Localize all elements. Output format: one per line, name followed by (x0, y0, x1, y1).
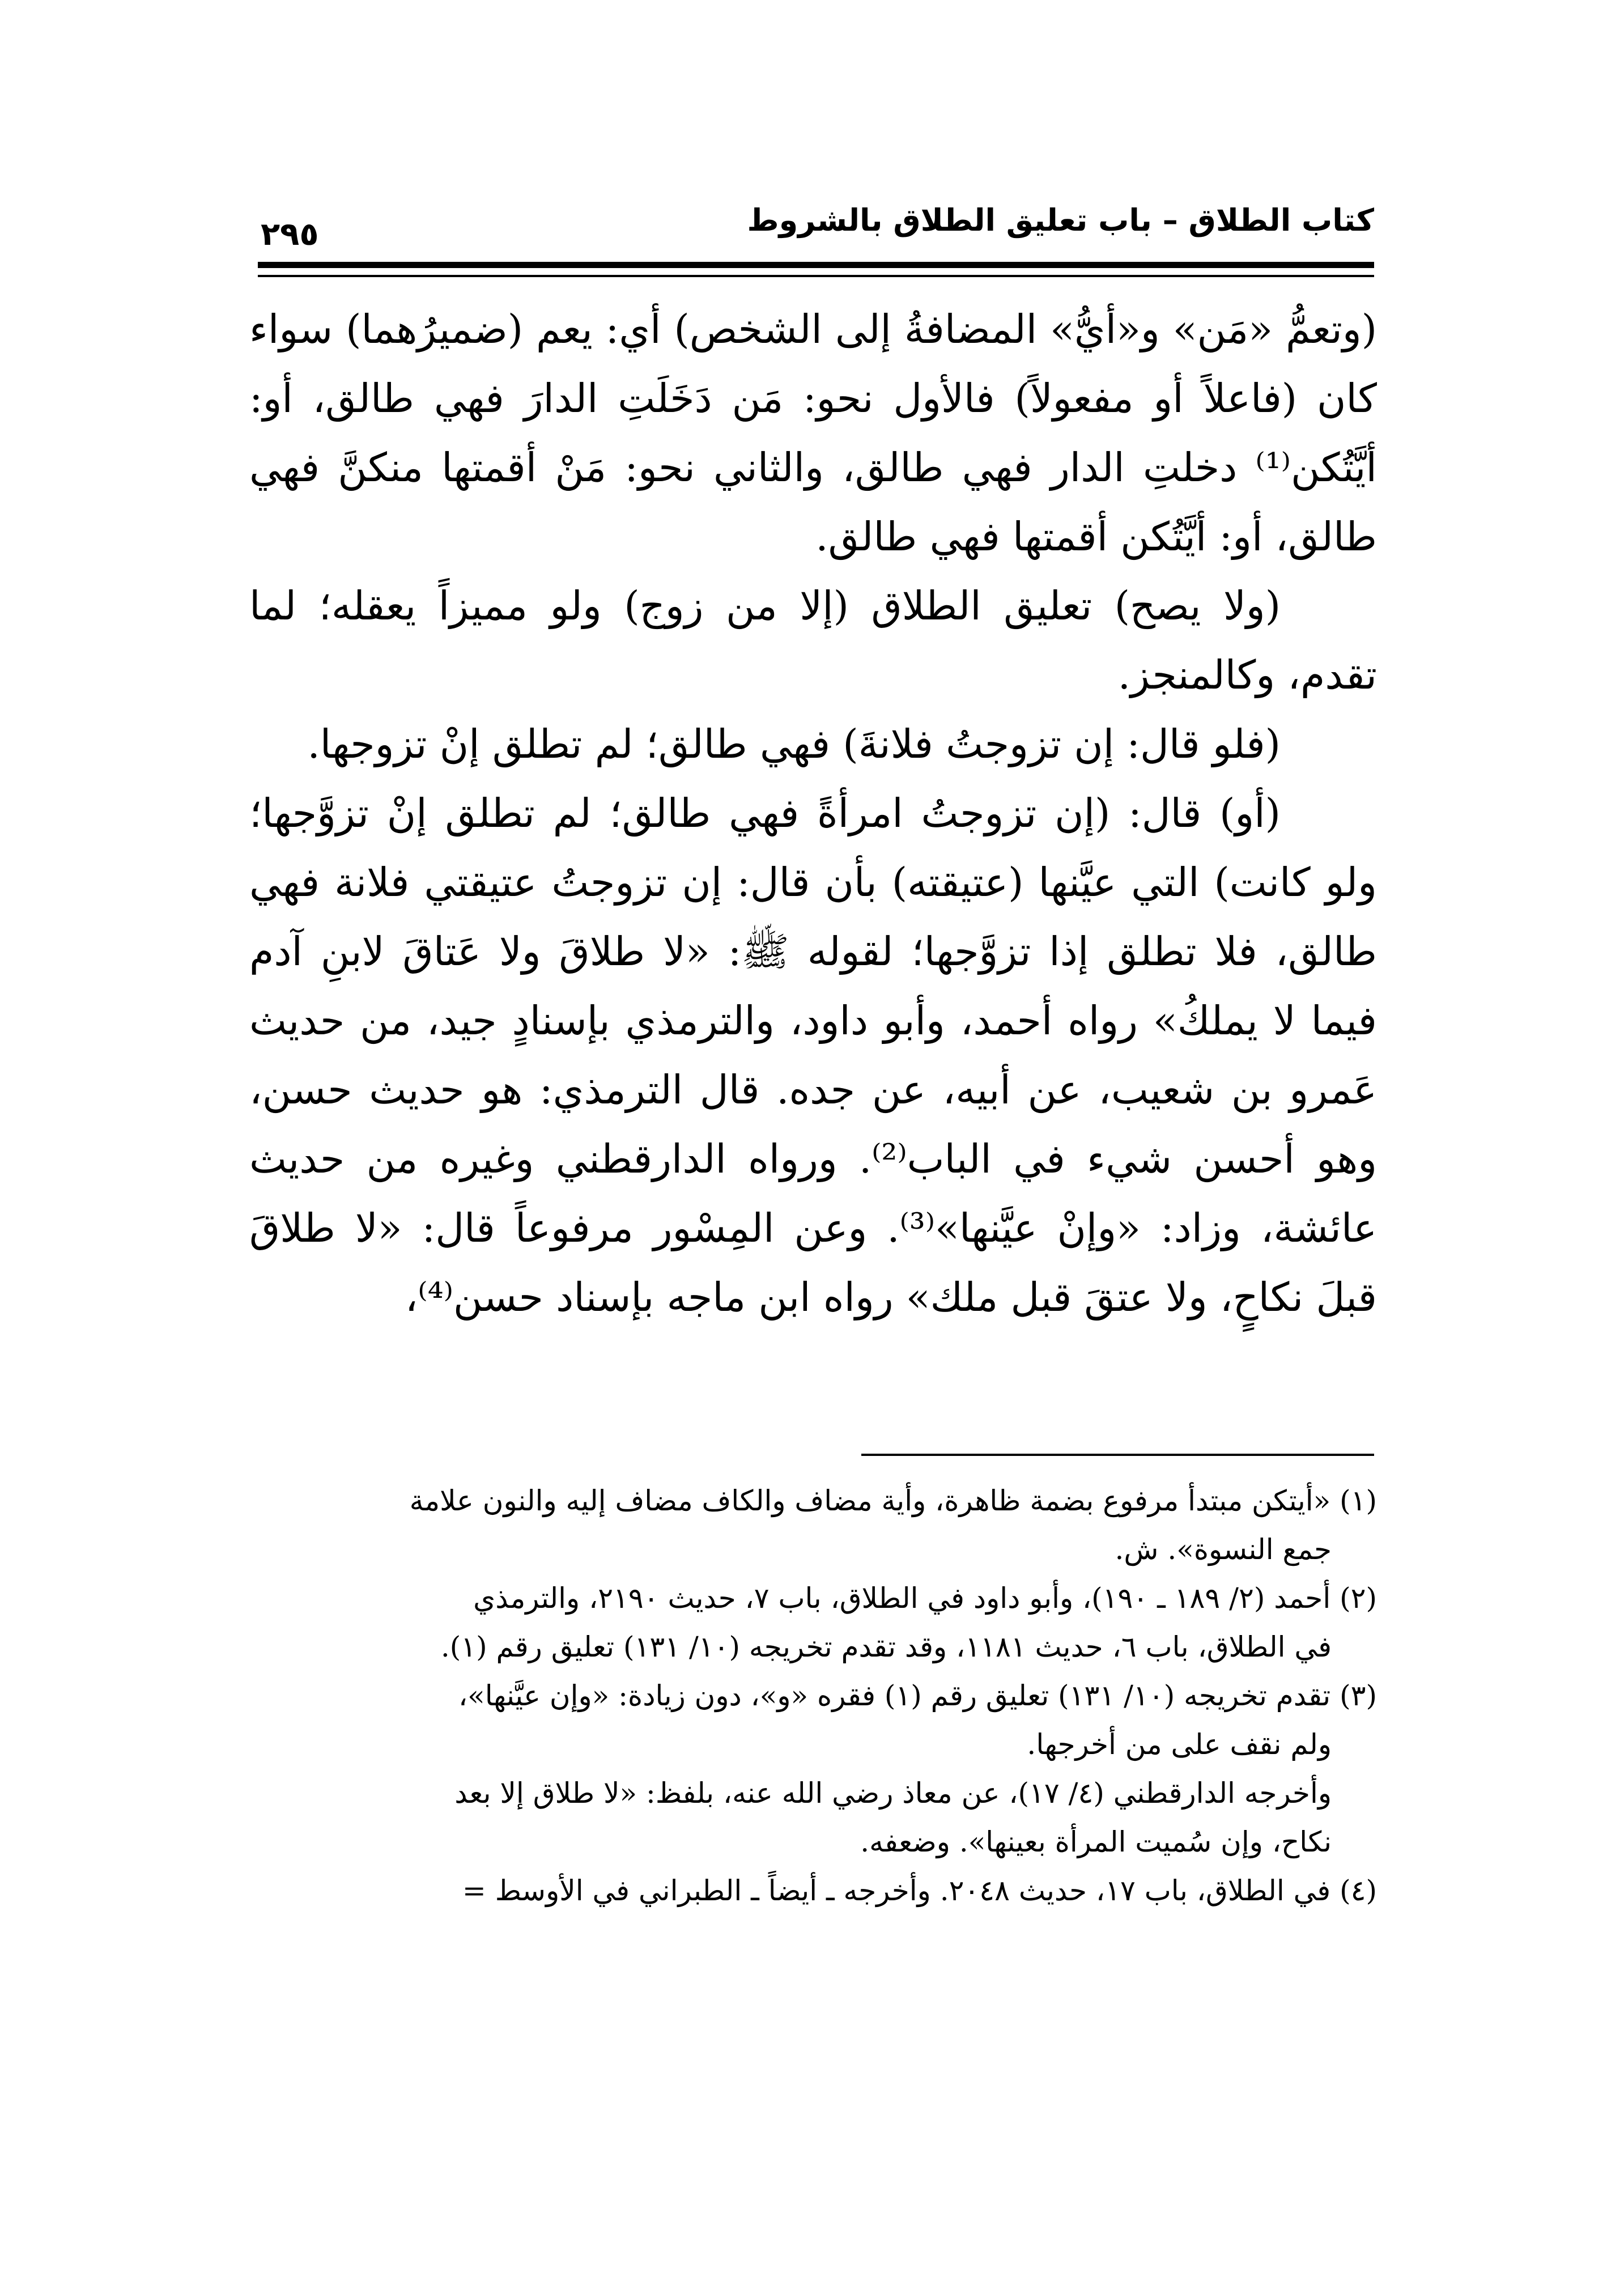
footnotes (244, 1476, 1377, 1915)
running-title: كتاب الطلاق – باب تعليق الطلاق بالشروط (747, 202, 1374, 238)
page-header (258, 196, 1374, 258)
paragraph: (فلو قال: إن تزوجتُ فلانةَ) فهي طالق؛ لم تطلق إنْ تزوجها. (307, 721, 1281, 767)
footnote-2-line: في الطلاق، باب ٦، حديث ١١٨١، وقد تقدم تخريجه (١٠/ ١٣١) تعليق رقم (١). (440, 1630, 1332, 1663)
main-text (249, 295, 1377, 1332)
footnote-3-line: نكاح، وإن سُميت المرأة بعينها». وضعفه. (860, 1825, 1332, 1858)
header-rule-thin (258, 275, 1374, 277)
footnote-1-line: (١) «أيتكن مبتدأ مرفوع بضمة ظاهرة، وأية مضاف والكاف مضاف إليه والنون علامة (409, 1484, 1377, 1517)
footnote-3-line: (٣) تقدم تخريجه (١٠/ ١٣١) تعليق رقم (١) فقره «و»، دون زيادة: «وإن عيَّنها»، (458, 1679, 1377, 1712)
footnote-3-line: ولم نقف على من أخرجها. (1027, 1728, 1332, 1761)
paragraph: (وتعمُّ «مَن» و«أيُّ» المضافةُ إلى الشخص) أي: يعم (ضميرُهما) سواء كان (فاعلاً أو مفعولاً) فالأول نحو: مَن دَخَلَتِ الدارَ فهي طالق، أو: أيَّتُكن⁽¹⁾ دخلتِ الدار فهي طالق، والثاني نحو: مَنْ أقمتها منكنَّ فهي طالق، أو: أيَّتُكن أقمتها فهي طالق. (249, 306, 1378, 560)
footnote-4-line: (٤) في الطلاق، باب ١٧، حديث ٢٠٤٨. وأخرجه ـ أيضاً ـ الطبراني في الأوسط = (462, 1874, 1377, 1907)
footnote-separator (861, 1454, 1374, 1456)
page-number: ٢٩٥ (261, 216, 319, 253)
footnote-3-line: وأخرجه الدارقطني (٤/ ١٧)، عن معاذ رضي الله عنه، بلفظ: «لا طلاق إلا بعد (454, 1777, 1332, 1810)
paragraph: (أو) قال: (إن تزوجتُ امرأةً فهي طالق؛ لم تطلق إنْ تزوَّجها؛ ولو كانت) التي عيَّنها (عتيقته) بأن قال: إن تزوجتُ عتيقتي فلانة فهي طالق، فلا تطلق إذا تزوَّجها؛ لقوله ﷺ: «لا طلاقَ ولا عَتاقَ لابنِ آدم فيما لا يملكُ» رواه أحمد، وأبو داود، والترمذي بإسنادٍ جيد، من حديث عَمرو بن شعيب، عن أبيه، عن جده. قال الترمذي: هو حديث حسن، وهو أحسن شيء في الباب⁽²⁾. ورواه الدارقطني وغيره من حديث عائشة، وزاد: «وإنْ عيَّنها»⁽³⁾. وعن المِسْور مرفوعاً قال: «لا طلاقَ قبلَ نكاحٍ، ولا عتقَ قبل ملك» رواه ابن ماجه بإسناد حسن⁽⁴⁾، (249, 790, 1378, 1320)
footnote-2-line: (٢) أحمد (٢/ ١٨٩ ـ ١٩٠)، وأبو داود في الطلاق، باب ٧، حديث ٢١٩٠، والترمذي (473, 1582, 1377, 1615)
header-rule-thick (258, 262, 1374, 268)
paragraph: (ولا يصح) تعليق الطلاق (إلا من زوج) ولو مميزاً يعقله؛ لما تقدم، وكالمنجز. (249, 583, 1377, 698)
footnote-1-line: جمع النسوة». ش. (1115, 1533, 1332, 1566)
